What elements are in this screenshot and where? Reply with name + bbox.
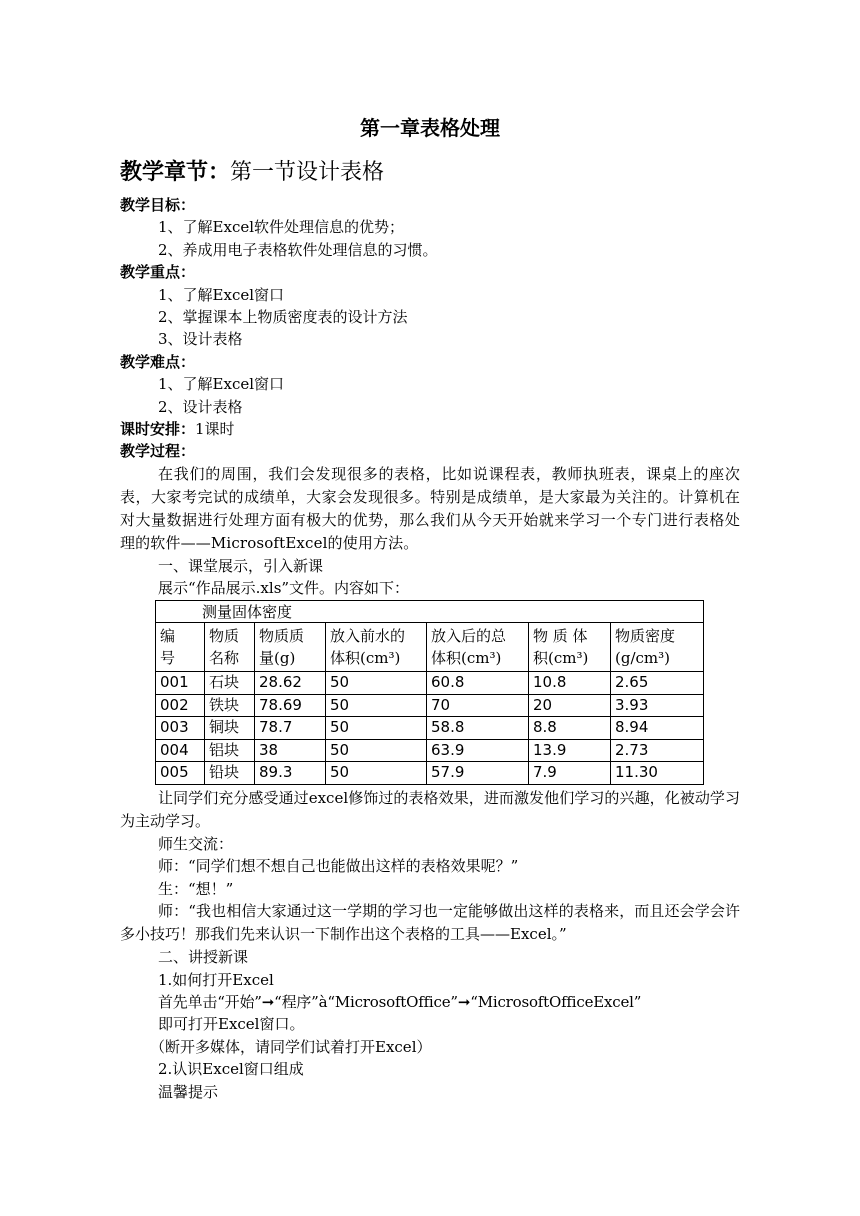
table-cell: 2.65 [611,672,704,695]
goals-label: 教学目标： [120,196,196,214]
student-answer: 生：“想！” [158,879,234,898]
subsection-open-excel: 1.如何打开Excel [158,970,274,989]
step-one-heading: 一、课堂展示，引入新课 [158,556,324,575]
header-cell: 物质质 量(g) [255,623,326,672]
table-cell: 78.69 [255,694,326,717]
schedule-label: 课时安排： [120,419,196,438]
table-cell: 63.9 [427,739,529,762]
table-cell: 8.94 [611,717,704,740]
table-cell: 8.8 [529,717,611,740]
table-cell: 7.9 [529,762,611,785]
schedule-line [120,418,740,440]
table-cell: 004 [156,739,205,762]
goal-item: 2、养成用电子表格软件处理信息的习惯。 [158,240,438,259]
table-cell: 001 [156,672,205,695]
header-cell: 物质密度 (g/cm³) [611,623,704,672]
header-cell: 放入后的总 体积(cm³) [427,623,529,672]
table-row [156,694,704,717]
table-cell: 10.8 [529,672,611,695]
exchange-label: 师生交流： [158,835,234,853]
show-file-line: 展示“作品展示.xls”文件。内容如下： [158,579,410,598]
header-cell: 编 号 [156,623,205,672]
table-cell: 58.8 [427,717,529,740]
table-cell: 60.8 [427,672,529,695]
key-point-item: 1、了解Excel窗口 [158,285,285,304]
table-cell: 铅块 [205,762,255,785]
table-row [156,672,704,695]
table-cell: 50 [326,717,427,740]
difficult-points-label: 教学难点： [120,352,196,371]
key-points-label: 教学重点： [120,263,196,282]
table-cell: 005 [156,762,205,785]
table-cell: 20 [529,694,611,717]
chapter-value: 第一节设计表格 [230,160,385,185]
header-cell: 物质 名称 [205,623,255,672]
difficult-point-item: 1、了解Excel窗口 [158,375,285,394]
table-cell: 石块 [205,672,255,695]
table-cell: 11.30 [611,762,704,785]
effect-paragraph: 让同学们充分感受通过excel修饰过的表格效果，进而激发他们学习的兴趣，化被动学习为主动学习。 [120,789,740,830]
header-cell: 物 质 体 积(cm³) [529,623,611,672]
table-cell: 57.9 [427,762,529,785]
density-table-wrap [155,600,704,785]
tip-line: 温馨提示 [158,1082,219,1101]
goal-item: 1、了解Excel软件处理信息的优势； [158,218,405,237]
table-row [156,739,704,762]
open-steps-line: 首先单击“开始”➞“程序”à“MicrosoftOffice”➞“MicrosoftOfficeExcel” [158,992,642,1011]
density-table [155,600,704,785]
table-cell: 003 [156,717,205,740]
table-cell: 50 [326,762,427,785]
table-cell: 70 [427,694,529,717]
multimedia-note: （断开多媒体，请同学们试着打开Excel） [150,1037,432,1056]
lesson-info [120,194,740,599]
chapter-label: 教学章节： [120,159,231,185]
table-cell: 002 [156,694,205,717]
table-row [156,762,704,785]
key-point-item: 2、掌握课本上物质密度表的设计方法 [158,307,408,326]
table-cell: 13.9 [529,739,611,762]
document-title: 第一章表格处理 [360,116,500,140]
table-cell: 铝块 [205,739,255,762]
lesson-continuation [120,787,740,1103]
table-cell: 铜块 [205,717,255,740]
table-cell: 38 [255,739,326,762]
table-cell: 3.93 [611,694,704,717]
subsection-window: 2.认识Excel窗口组成 [158,1060,304,1079]
teacher-paragraph: 师：“我也相信大家通过这一学期的学习也一定能够做出这样的表格来，而且还会学会许多小技巧！那我们先来认识一下制作出这个表格的工具——Excel。” [120,902,740,944]
table-cell: 89.3 [255,762,326,785]
table-cell: 28.62 [255,672,326,695]
table-cell: 78.7 [255,717,326,740]
table-cell: 50 [326,694,427,717]
table-caption: 测量固体密度 [156,601,704,623]
process-label: 教学过程： [120,442,196,461]
table-cell: 2.73 [611,739,704,762]
teacher-question: 师：“同学们想不想自己也能做出这样的表格效果呢？” [158,857,519,876]
table-cell: 铁块 [205,694,255,717]
key-point-item: 3、设计表格 [158,330,243,349]
table-header-row [156,623,704,672]
table-cell: 50 [326,739,427,762]
chapter-heading [120,156,384,189]
table-cell: 50 [326,672,427,695]
step-two-heading: 二、讲授新课 [158,948,249,967]
difficult-point-item: 2、设计表格 [158,397,243,416]
intro-paragraph: 在我们的周围，我们会发现很多的表格，比如说课程表，教师执班表，课桌上的座次表，大家考完试的成绩单，大家会发现很多。特别是成绩单，是大家最为关注的。计算机在对大量数据进行处理方面有极大的优势，那么我们从今天开始就来学习一个专门进行表格处理的软件——MicrosoftExcel的使用方法。 [120,464,740,552]
header-cell: 放入前水的 体积(cm³) [326,623,427,672]
table-row [156,717,704,740]
open-result-line: 即可打开Excel窗口。 [158,1015,305,1034]
schedule-value: 1课时 [195,419,235,438]
